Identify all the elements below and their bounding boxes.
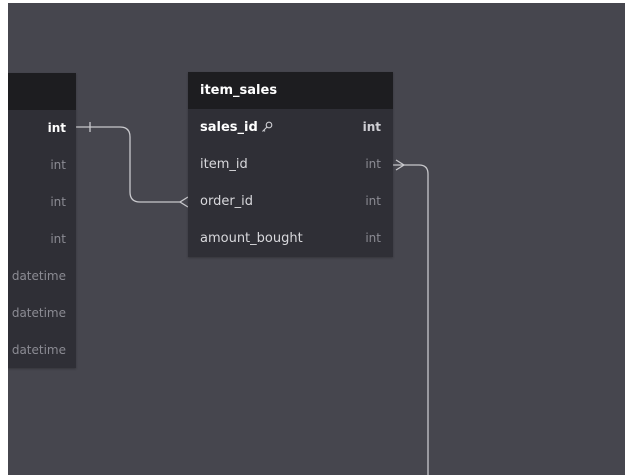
column-type: int <box>50 195 66 209</box>
column-type: int <box>365 194 381 208</box>
column-type: int <box>365 157 381 171</box>
column-type: int <box>50 158 66 172</box>
column-type: datetime <box>11 306 66 320</box>
column-type: int <box>47 121 66 135</box>
left-table-row[interactable] <box>8 184 76 221</box>
column-name: item_id <box>200 157 248 172</box>
connector-orders-to-order-id[interactable] <box>76 127 180 202</box>
column-type: datetime <box>11 269 66 283</box>
key-icon <box>261 121 273 133</box>
table-row-order-id[interactable] <box>188 183 393 220</box>
left-table-row[interactable] <box>8 147 76 184</box>
column-type: int <box>365 231 381 245</box>
left-table-header[interactable] <box>8 73 76 110</box>
table-title[interactable]: item_sales <box>188 72 393 109</box>
column-type: int <box>50 232 66 246</box>
column-type: datetime <box>11 343 66 357</box>
column-name: order_id <box>200 194 254 209</box>
many-marker-order-id <box>180 197 188 207</box>
connector-item-id-down[interactable] <box>393 165 428 475</box>
column-name: sales_id <box>200 120 258 135</box>
left-table-row[interactable] <box>8 332 76 369</box>
column-type: int <box>362 120 381 134</box>
left-table-row[interactable] <box>8 110 76 147</box>
table-row-amount-bought[interactable] <box>188 220 393 257</box>
table-item-sales[interactable] <box>188 72 393 257</box>
table-row-item-id[interactable] <box>188 146 393 183</box>
left-table-row[interactable] <box>8 258 76 295</box>
left-table-row[interactable] <box>8 221 76 258</box>
left-table-row[interactable] <box>8 295 76 332</box>
many-marker-item-id <box>396 160 404 170</box>
left-table-partial[interactable] <box>8 73 76 368</box>
column-name-wrap <box>200 109 273 146</box>
column-name: amount_bought <box>200 231 303 246</box>
table-row-sales-id[interactable] <box>188 109 393 146</box>
diagram-canvas[interactable] <box>8 3 625 475</box>
